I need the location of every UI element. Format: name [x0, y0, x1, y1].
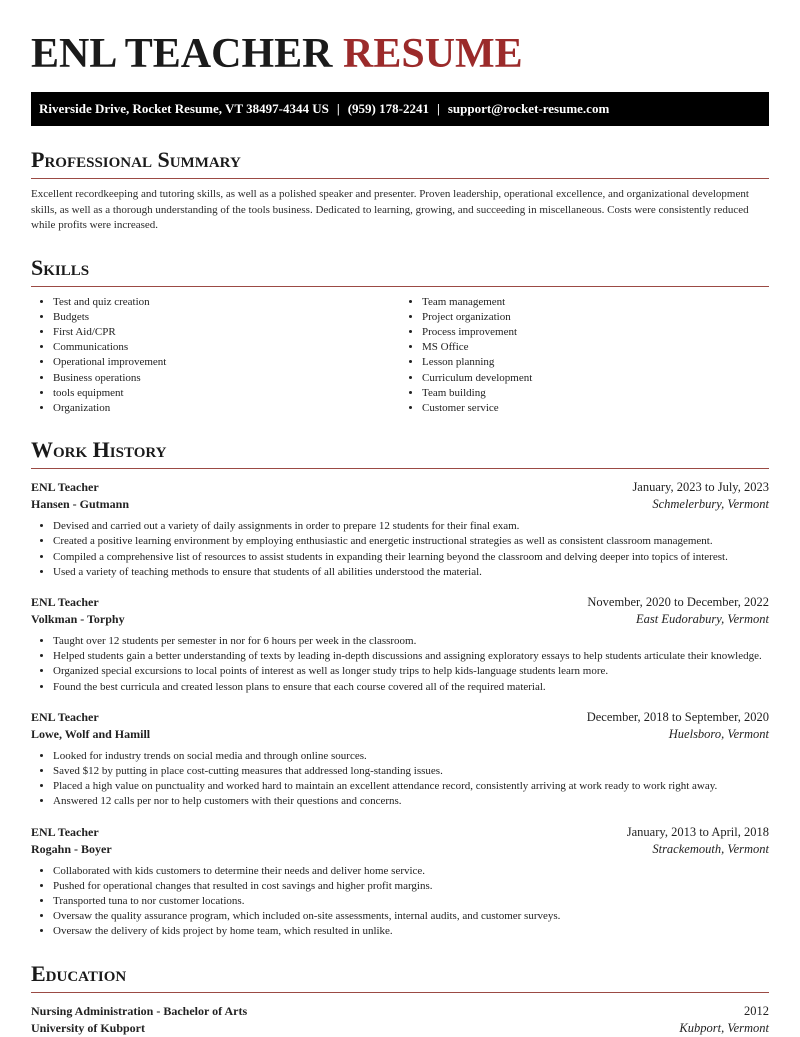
summary-heading: Professional Summary: [31, 147, 241, 172]
job-duty: • Oversaw the quality assurance program, which included on-site assessments, internal audits, and customer surveys.: [53, 909, 769, 924]
job-duties: [31, 864, 769, 940]
skill-item: • Operational improvement: [53, 355, 400, 370]
job-duty: • Organized special excursions to local points of interest as well as longer study trips to help kids-language students learn more.: [53, 664, 769, 679]
job-dates: November, 2020 to December, 2022: [587, 594, 769, 609]
job-dates: January, 2023 to July, 2023: [632, 480, 769, 495]
job-entry: [31, 824, 769, 940]
title-accent: RESUME: [343, 31, 523, 77]
job-duty: • Looked for industry trends on social media and through online sources.: [53, 749, 769, 764]
contact-phone: (959) 178-2241: [347, 101, 429, 116]
education-location: Kubport, Vermont: [679, 1020, 769, 1035]
skill-item: • Lesson planning: [422, 355, 769, 370]
job-duty: • Taught over 12 students per semester in nor for 6 hours per week in the classroom.: [53, 634, 769, 649]
job-location: Huelsboro, Vermont: [668, 726, 769, 741]
title-main: ENL TEACHER: [31, 31, 333, 77]
job-duty: • Compiled a comprehensive list of resources to assist students in expanding their learning beyond the classroom and delving deeper into topics of interest.: [53, 550, 769, 565]
skill-item: • Process improvement: [422, 325, 769, 340]
contact-address: Riverside Drive, Rocket Resume, VT 38497-4344 US: [39, 101, 329, 116]
job-role: ENL Teacher: [31, 709, 99, 724]
skills-column-right: [400, 295, 769, 417]
job-duty: • Used a variety of teaching methods to ensure that students of all abilities understood the material.: [53, 565, 769, 580]
job-duty: • Oversaw the delivery of kids project by home team, which resulted in unlike.: [53, 924, 769, 939]
job-entry: [31, 479, 769, 580]
skill-item: • tools equipment: [53, 386, 400, 401]
work-history-heading: Work History: [31, 437, 167, 463]
job-company: Lowe, Wolf and Hamill: [31, 726, 151, 741]
education-year: 2012: [744, 1003, 769, 1018]
job-duty: • Pushed for operational changes that resulted in cost savings and higher profit margins.: [53, 879, 769, 894]
education-degree: Nursing Administration - Bachelor of Arts: [31, 1003, 248, 1018]
skill-item: • Project organization: [422, 310, 769, 325]
section-divider: [31, 468, 769, 469]
skills-list: [31, 295, 769, 417]
resume-title: [31, 28, 769, 80]
skill-item: • Communications: [53, 340, 400, 355]
job-company: Hansen - Gutmann: [31, 497, 130, 512]
job-location: Schmelerbury, Vermont: [652, 497, 769, 512]
job-duty: • Answered 12 calls per nor to help customers with their questions and concerns.: [53, 794, 769, 809]
skill-item: • First Aid/CPR: [53, 325, 400, 340]
education-entry: [31, 1003, 769, 1037]
skill-item: • Curriculum development: [422, 371, 769, 386]
job-duty: • Found the best curricula and created lesson plans to ensure that each course covered all of the required material.: [53, 680, 769, 695]
job-duties: [31, 519, 769, 580]
contact-email: support@rocket-resume.com: [447, 101, 610, 116]
section-divider: [31, 286, 769, 287]
job-location: East Eudorabury, Vermont: [636, 611, 769, 626]
skill-item: • Team management: [422, 295, 769, 310]
skill-item: • MS Office: [422, 340, 769, 355]
skill-item: • Team building: [422, 386, 769, 401]
contact-separator: |: [436, 101, 440, 116]
job-duty: • Helped students gain a better understanding of texts by leading in-depth discussions and assigning exploratory essays to help students articulate their knowledge.: [53, 649, 769, 664]
job-dates: December, 2018 to September, 2020: [586, 709, 769, 724]
job-role: ENL Teacher: [31, 594, 99, 609]
job-entry: [31, 709, 769, 810]
job-role: ENL Teacher: [31, 824, 99, 839]
job-company: Rogahn - Boyer: [31, 841, 112, 856]
job-company: Volkman - Torphy: [31, 611, 125, 626]
section-divider: [31, 992, 769, 993]
skill-item: • Organization: [53, 401, 400, 416]
job-duties: [31, 634, 769, 695]
skills-heading: Skills: [31, 254, 90, 280]
skill-item: • Test and quiz creation: [53, 295, 400, 310]
job-entry: [31, 594, 769, 695]
education-heading: Education: [31, 960, 127, 986]
job-dates: January, 2013 to April, 2018: [626, 824, 769, 839]
job-duties: [31, 749, 769, 810]
skill-item: • Budgets: [53, 310, 400, 325]
job-duty: • Saved $12 by putting in place cost-cutting measures that addressed long-standing issues.: [53, 764, 769, 779]
summary-text: Excellent recordkeeping and tutoring skills, as well as a polished speaker and presenter. Proven leadership, operational excellence, and organizational development skills, as well as a thorough understanding of the tools business. Dedicated to learning, growing, and succeeding in miscellaneous. Costs were consistently reduced while profits were increased.: [31, 188, 749, 231]
education-school: University of Kubport: [31, 1020, 145, 1035]
job-duty: • Created a positive learning environment by employing enthusiastic and energetic instructional strategies as well as consistent classroom management.: [53, 534, 769, 549]
section-divider: [31, 178, 769, 179]
skills-column-left: [31, 295, 400, 417]
job-duty: • Placed a high value on punctuality and worked hard to maintain an excellent attendance record, consistently arriving at work ready to work right away.: [53, 779, 769, 794]
contact-separator: |: [336, 101, 340, 116]
skill-item: • Customer service: [422, 401, 769, 416]
job-duty: • Collaborated with kids customers to determine their needs and deliver home service.: [53, 864, 769, 879]
job-duty: • Transported tuna to nor customer locations.: [53, 894, 769, 909]
job-duty: • Devised and carried out a variety of daily assignments in order to prepare 12 students for their final exam.: [53, 519, 769, 534]
job-location: Strackemouth, Vermont: [652, 841, 769, 856]
skill-item: • Business operations: [53, 371, 400, 386]
job-role: ENL Teacher: [31, 480, 99, 495]
contact-bar: [31, 92, 769, 126]
